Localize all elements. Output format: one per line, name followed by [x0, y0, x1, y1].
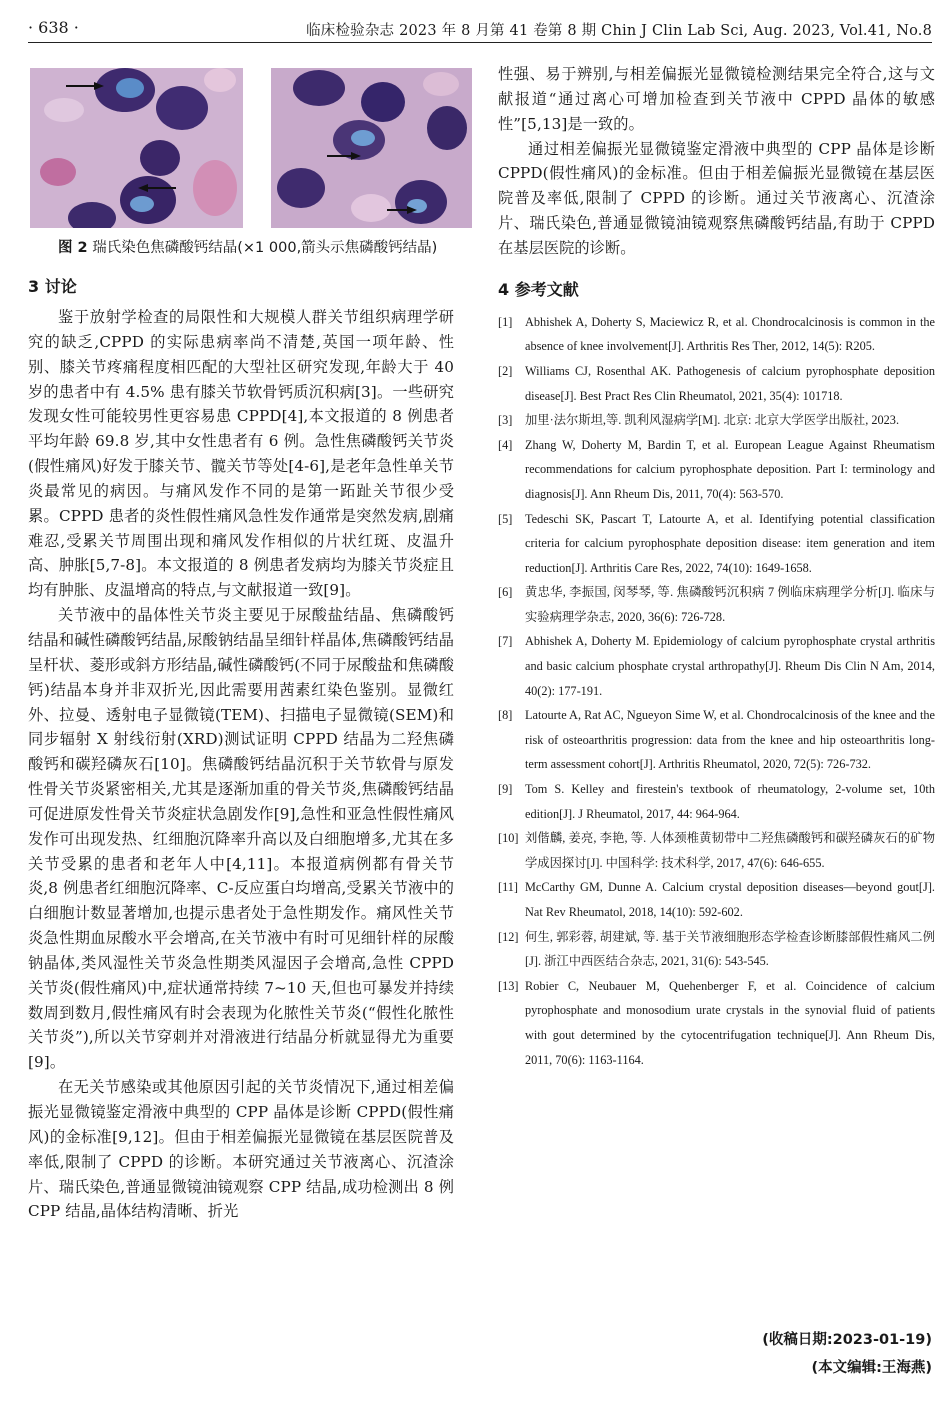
- reference-item: [498, 310, 935, 359]
- micrograph-panel-a: [30, 68, 243, 228]
- reference-text: McCarthy GM, Dunne A. Calcium crystal deposition diseases—beyond gout[J]. Nat Rev Rheumatol, 2018, 14(10): 592-602.: [525, 880, 935, 919]
- reference-number: [10]: [498, 831, 519, 846]
- reference-text: Robier C, Neubauer M, Quehenberger F, et al. Coincidence of calcium pyrophosphate and monosodium urate crystals in the synovial fluid of patients with gout determined by the cytocentrifugation technique[J]. Ann Rheum Dis, 2011, 70(6): 1163-1164.: [525, 978, 935, 1067]
- right-column: [498, 62, 935, 1072]
- reference-number: [8]: [498, 708, 513, 723]
- section-heading-references: 4 参考文献: [498, 279, 579, 299]
- reference-item: [498, 703, 935, 777]
- reference-number: [2]: [498, 363, 513, 378]
- reference-text: 黄忠华, 李振国, 闵琴琴, 等. 焦磷酸钙沉积病 7 例临床病理学分析[J]. 临床与实验病理学杂志, 2020, 36(6): 726-728.: [525, 585, 935, 624]
- reference-item: [498, 580, 935, 629]
- reference-number: [13]: [498, 978, 519, 993]
- reference-text: Latourte A, Rat AC, Ngueyon Sime W, et al. Chondrocalcinosis of the knee and the risk of osteoarthritis progression: data from the knee and hip osteoarthritis long-term assessment cohort[J]. Arthritis Rheumatol, 2020, 72(5): 726-732.: [525, 708, 935, 772]
- reference-number: [6]: [498, 585, 513, 600]
- reference-number: [11]: [498, 880, 519, 895]
- reference-text: Abhishek A, Doherty S, Maciewicz R, et al. Chondrocalcinosis is common in the absence of knee involvement[J]. Arthritis Res Ther, 2012, 14(5): R205.: [525, 314, 935, 354]
- figure-2: [28, 68, 454, 228]
- reference-text: 加里·法尔斯坦,等. 凯利风湿病学[M]. 北京: 北京大学医学出版社, 2023.: [525, 413, 900, 428]
- editor-note: (本文编辑:王海燕): [811, 1360, 932, 1376]
- reference-item: [498, 826, 935, 875]
- reference-number: [9]: [498, 782, 513, 797]
- figure-label: 图 2: [58, 240, 88, 256]
- section-heading-discussion: 3 讨论: [28, 277, 77, 296]
- reference-item: [498, 974, 935, 1072]
- discussion-paragraph-3: 在无关节感染或其他原因引起的关节炎情况下,通过相差偏振光显微镜鉴定滑液中典型的 CPP 晶体是诊断 CPPD(假性痛风)的金标准[9,12]。但由于相差偏振光显微镜在基层医院普及率低,限制了 CPPD 的诊断。本研究通过关节液离心、沉渣涂片、瑞氏染色,普通显微镜油镜观察 CPP 结晶,成功检测出 8 例 CPP 结晶,晶体结构清晰、折光: [28, 1078, 454, 1221]
- reference-number: [5]: [498, 511, 513, 526]
- reference-number: [1]: [498, 314, 513, 329]
- reference-text: Zhang W, Doherty M, Bardin T, et al. European League Against Rheumatism recommendations for calcium pyrophosphate deposition. Part I: terminology and diagnosis[J]. Ann Rheum Dis, 2011, 70(4): 563-570.: [525, 437, 935, 501]
- reference-number: [3]: [498, 413, 513, 428]
- reference-text: Williams CJ, Rosenthal AK. Pathogenesis of calcium pyrophosphate deposition disease[J]. Best Pract Res Clin Rheumatol, 2021, 35(4): 101718.: [525, 363, 935, 403]
- reference-item: [498, 777, 935, 826]
- reference-number: [4]: [498, 437, 513, 452]
- reference-item: [498, 875, 935, 924]
- reference-number: [7]: [498, 634, 513, 649]
- running-header: [28, 14, 932, 43]
- figure-caption: [28, 236, 454, 260]
- discussion-paragraph-2: 关节液中的晶体性关节炎主要见于尿酸盐结晶、焦磷酸钙结晶和碱性磷酸钙结晶,尿酸钠结晶呈细针样晶体,焦磷酸钙结晶呈杆状、菱形或斜方形结晶,碱性磷酸钙(不同于尿酸盐和焦磷酸钙)结晶本身并非双折光,因此需要用茜素红染色鉴别。显微红外、拉曼、透射电子显微镜(TEM)、扫描电子显微镜(SEM)和同步辐射 X 射线衍射(XRD)测试证明 CPPD 结晶为二羟焦磷酸钙和碳羟磷灰石[10]。焦磷酸钙结晶沉积于关节软骨与原发性骨关节炎紧密相关,尤其是逐渐加重的骨关节炎,焦磷酸钙结晶可促进原发性骨关节炎症状急剧发作[9],急性和亚急性假性痛风发作可出现发热、红细胞沉降率升高以及白细胞增多,尤其在多关节受累的患者和老年人中[4,11]。本报道病例都有骨关节炎,8 例患者红细胞沉降率、C-反应蛋白均增高,受累关节液中的白细胞计数显著增加,也提示患者处于急性期发作。痛风性关节炎急性期血尿酸水平会增高,在关节液中有时可见细针样的尿酸钠晶体,类风湿性关节炎急性期类风湿因子会增高,急性 CPPD 关节炎(假性痛风)中,症状通常持续 7~10 天,但也可暴发并持续数周到数月,假性痛风有时会表现为化脓性关节炎(“假性化脓性关节炎”),所以关节穿刺并对滑液进行结晶分析就显得尤为重要[9]。: [28, 606, 454, 1072]
- reference-number: [12]: [498, 929, 519, 944]
- page-number: · 638 ·: [28, 18, 79, 37]
- figure-caption-text: 瑞氏染色焦磷酸钙结晶(×1 000,箭头示焦磷酸钙结晶): [92, 240, 438, 256]
- reference-text: Tom S. Kelley and firestein's textbook of rheumatology, 2-volume set, 10th edition[J]. J Rheumatol, 2017, 44: 964-964.: [525, 782, 935, 821]
- reference-list: [498, 310, 935, 1072]
- reference-text: 刘偕麟, 姜亮, 李艳, 等. 人体颈椎黄韧带中二羟焦磷酸钙和碳羟磷灰石的矿物学成因探讨[J]. 中国科学: 技术科学, 2017, 47(6): 646-655.: [525, 831, 935, 870]
- reference-item: [498, 629, 935, 703]
- conclusion-paragraph: 通过相差偏振光显微镜鉴定滑液中典型的 CPP 晶体是诊断 CPPD(假性痛风)的金标准。但由于相差偏振光显微镜在基层医院普及率低,限制了 CPPD 的诊断。通过关节液离心、沉渣涂片、瑞氏染色,普通显微镜油镜观察焦磷酸钙结晶,有助于 CPPD 在基层医院的诊断。: [498, 139, 935, 257]
- reference-text: Abhishek A, Doherty M. Epidemiology of calcium pyrophosphate crystal arthritis and basic calcium phosphate crystal arthropathy[J]. Rheum Dis Clin N Am, 2014, 40(2): 177-191.: [525, 634, 935, 698]
- received-date: (收稿日期:2023-01-19): [762, 1332, 932, 1348]
- left-column: [28, 62, 454, 1224]
- reference-text: 何生, 郭彩蓉, 胡建斌, 等. 基于关节液细胞形态学检查诊断膝部假性痛风二例[J]. 浙江中西医结合杂志, 2021, 31(6): 543-545.: [525, 929, 935, 969]
- reference-item: [498, 925, 935, 974]
- journal-info: 临床检验杂志 2023 年 8 月第 41 卷第 8 期 Chin J Clin Lab Sci, Aug. 2023, Vol.41, No.8: [306, 23, 932, 39]
- discussion-paragraph-3-continued: 性强、易于辨别,与相差偏振光显微镜检测结果完全符合,这与文献报道“通过离心可增加检查到关节液中 CPPD 晶体的敏感性”[5,13]是一致的。: [498, 65, 935, 133]
- reference-item: [498, 433, 935, 507]
- micrograph-panel-b: [271, 68, 472, 228]
- discussion-paragraph-1: 鉴于放射学检查的局限性和大规模人群关节组织病理学研究的缺乏,CPPD 的实际患病率尚不清楚,英国一项年龄、性别、膝关节疼痛程度相匹配的大型社区研究发现,年龄大于 40 岁的患者中有 4.5% 患有膝关节软骨钙质沉积病[3]。一些研究发现女性可能较男性更容易患 CPPD[4],本文报道的 8 例患者平均年龄 69.8 岁,其中女性患者有 6 例。急性焦磷酸钙关节炎(假性痛风)好发于膝关节、髋关节等处[4-6],是老年急性单关节炎最常见的病因。与痛风发作不同的是第一跖趾关节很少受累。CPPD 患者的炎性假性痛风急性发作通常是突然发病,剧痛难忍,受累关节周围出现和痛风发作相似的片状红斑、皮温升高、肿胀[5,7-8]。本文报道的 8 例患者发病均为膝关节炎症且均有肿胀、皮温增高的特点,与文献报道一致[9]。: [28, 308, 454, 600]
- reference-item: [498, 359, 935, 408]
- reference-item: [498, 408, 935, 433]
- reference-text: Tedeschi SK, Pascart T, Latourte A, et al. Identifying potential classification criteria for calcium pyrophosphate deposition disease: item generation and item reduction[J]. Arthritis Care Res, 2022, 74(10): 1649-1658.: [525, 511, 935, 575]
- reference-item: [498, 507, 935, 581]
